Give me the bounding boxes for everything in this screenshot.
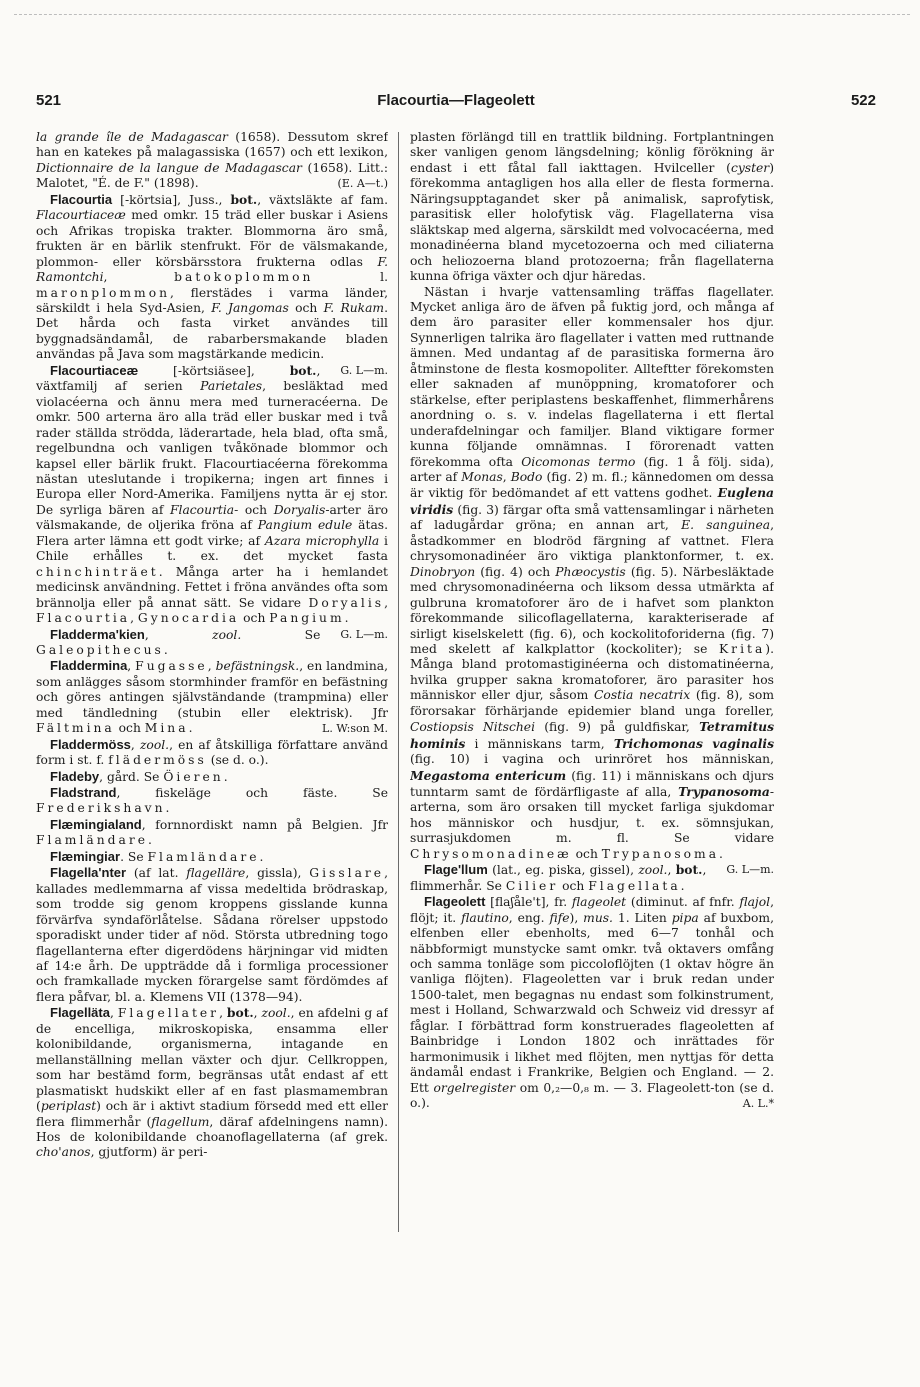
text-run: om 0,₂—0,₈ m. — 3. Flageolett-ton (se d. o.). xyxy=(410,1080,774,1111)
text-run: 1. Liten xyxy=(612,910,672,925)
text-run: , eng. xyxy=(508,910,550,925)
entry-headword: Flagella'nter xyxy=(50,865,127,881)
entry-headword: Flæmingiar xyxy=(50,848,121,864)
text-run: Monas xyxy=(461,469,503,484)
text-run: (fig. 9) på guldfiskar, xyxy=(535,720,700,735)
text-run: , däraf afdelningens namn). Hos de kolonibildande choanoflagellaterna (af grek. xyxy=(36,1114,388,1144)
cross-reference: batokoplommon xyxy=(174,270,314,285)
text-run: ätas. Flera arter lämna ett godt virke; af xyxy=(36,518,388,548)
text-run: och xyxy=(114,721,145,736)
cross-reference: Krita xyxy=(719,641,766,656)
cross-reference: Öieren xyxy=(163,769,224,784)
text-run: . Det hårda och fasta virket användes till byggnadsändamål, de rabarbersmakande bladen användas på Java som magstärkande medicin. xyxy=(36,300,388,362)
text-run: l. xyxy=(313,270,388,285)
text-run: ), xyxy=(569,910,584,925)
dictionary-entry xyxy=(36,1005,388,1161)
cross-reference: Flamländare xyxy=(147,849,260,864)
text-run: och xyxy=(558,878,589,893)
text-run: Tetramitus hominis xyxy=(410,719,774,751)
text-run: , gård. Se xyxy=(99,769,164,784)
text-run: bot. xyxy=(230,191,258,207)
text-run: . xyxy=(680,878,685,893)
text-run: Flacourtiaceæ xyxy=(36,208,126,223)
text-run: F. Jangomas xyxy=(211,300,289,315)
text-run: Trichomonas vaginalis xyxy=(613,735,774,751)
text-run: Dinobryon xyxy=(410,564,476,579)
dictionary-entry xyxy=(36,737,388,769)
entry-headword: Flæmingialand xyxy=(50,816,142,832)
text-run: flageolet xyxy=(571,895,627,910)
text-run: Pangium edule xyxy=(257,518,353,533)
text-run: orgelregister xyxy=(433,1080,516,1095)
text-run: , xyxy=(109,1006,118,1021)
text-run: bot. xyxy=(289,362,317,378)
text-run: ). Många bland protomastiginéerna och distomatinéerna, hvilka grupper sakna kromatoforer, äro parasiter hos människor eller djur, såsom xyxy=(410,641,774,703)
text-run: Trypanosoma xyxy=(678,784,770,800)
text-run: , xyxy=(207,659,216,674)
text-run: , xyxy=(502,469,511,484)
cross-reference: Frederikshavn xyxy=(36,801,166,816)
text-run: . xyxy=(259,849,264,864)
cross-reference: Gynocardia xyxy=(137,611,240,626)
cross-reference: Pangium xyxy=(269,611,345,626)
text-run: ) förekomma antagligen hos alla eller de flesta formerna. Näringsupptagandet sker på animalisk, saprofytisk, parasitisk eller holofytisk väg. Flagellaterna visa släktskap med algerna, särskildt med volvocacéerna, med monadinéerna bland mycetozoerna och med ciliaterna och heliozoerna bland protozoerna; från flagellaterna kunna öfriga växter och djur häredas. xyxy=(410,160,774,284)
entry-headword: Flacourtiaceæ xyxy=(50,362,139,378)
text-run: (fig. 5). Närbesläktade med chrysomonadinéerna och liksom dessa utmärkta af gulbruna kromatoforer äro de i hafvet som plankton förekommande silicoflagellaterna, karakteriserade af sirligt kiselskelett (fig. 6), och kockolitoforiderna (fig. 7) med skelett af kalkplattor (kockoliter); se xyxy=(410,564,774,656)
top-dashed-line xyxy=(14,14,910,15)
entry-headword: Flageolett xyxy=(424,894,486,910)
text-run: , flöjt; it. xyxy=(410,895,774,925)
paragraph xyxy=(410,130,774,285)
text-run: zool. xyxy=(638,863,668,878)
text-run: . xyxy=(719,846,723,861)
cross-reference: Gisslare xyxy=(309,866,385,881)
dictionary-entry xyxy=(410,894,774,1111)
dictionary-entry xyxy=(36,865,388,1005)
text-run: , xyxy=(667,863,676,878)
text-run: . xyxy=(148,833,152,848)
text-run: (fig. 4) och xyxy=(475,564,556,579)
text-run: i människans tarm, xyxy=(465,736,614,751)
entry-headword: Flagelläta xyxy=(50,1005,110,1021)
text-run: , växtfamilj af serien xyxy=(36,363,321,394)
dictionary-entry xyxy=(36,769,388,785)
text-run: , gissla), xyxy=(245,866,310,881)
text-run: , en af åtskilliga författare använd form i st. f. xyxy=(36,737,388,768)
text-run: F. Rukam xyxy=(323,300,385,315)
text-run: , växtsläkte af fam. xyxy=(257,192,388,207)
text-run: -arterna, som äro orsaken till mycket farliga sjukdomar hos människor och husdjur, t. ex. sömnsjukan, surrasjukdomen m. fl. Se vidare xyxy=(410,785,774,846)
text-run: Dictionnaire de la langue de Madagascar xyxy=(36,160,302,175)
text-run: ) och är i aktivt stadium försedd med ett eller flera flimmerhår ( xyxy=(36,1099,388,1129)
paragraph xyxy=(36,130,388,192)
entry-headword: Fladdermöss xyxy=(50,736,131,752)
text-run: . xyxy=(163,642,168,657)
text-run: Megastoma entericum xyxy=(410,767,567,783)
text-run: fife xyxy=(549,910,570,925)
cross-reference: Trypanosoma xyxy=(601,846,720,861)
author-signature: G. L—m. xyxy=(726,863,774,877)
text-run: . Se xyxy=(120,849,148,864)
text-run: af buxbom, elfenben eller ebenholts, med 6—7 tonhål och näbbformigt munstycke samt omkr. två oktavers omfång och samma tonläge som piccoloflöjten (1 oktav högre än vanliga flöjten). Flageoletten var i bruk redan under 1500-talet, men begagnas nu endast som folkinstrument, mest i Holland, Schwarzwald och Schweiz vid dressyr af fåglar. I förbättrad form konstruerades flageoletten af Bainbridge i London 1802 och inrättades för harmonimusik i likhet med flöjten, men nyttjas för detta ändamål endast i Frankrike, Belgien och England. — 2. Ett xyxy=(410,910,774,1095)
text-run: pipa xyxy=(671,910,699,925)
text-run: , gjutform) är peri- xyxy=(90,1145,208,1160)
text-run: , besläktad med violacéerna och ännu mera med turneracéerna. De omkr. 500 arterna äro alla träd eller buskar med i två rader ställda strödda, läderartade, hela blad, ofta små, regelbundna och vanligen tvåkönade blommor och kapsel eller bärlik frukt. Flacourtiacéerna förekomma nästan uteslutande i tropikerna; ingen art finnes i Europa eller Nord-Amerika. Familjens nytta är ej stor. De syrliga bären af xyxy=(36,379,388,517)
text-run: bot. xyxy=(675,862,703,878)
text-run: bot. xyxy=(226,1005,254,1021)
author-signature: A. L.* xyxy=(742,1097,774,1111)
cross-reference: Cilier xyxy=(505,878,559,893)
text-run: Oicomonas termo xyxy=(521,454,636,469)
text-run: [-körtsia], Juss., xyxy=(112,192,231,207)
entry-headword: Fladdermina xyxy=(50,658,128,674)
cross-reference: Flagellata xyxy=(588,878,681,893)
text-run: Flacourtia- xyxy=(170,502,239,517)
cross-reference: Fältmina xyxy=(36,721,115,736)
text-run: mus. xyxy=(583,910,613,925)
text-run: F. Ramontchi xyxy=(36,254,388,285)
cross-reference: Flacourtia xyxy=(36,611,131,626)
text-run: (fig. 10) i vagina och urinröret hos människan, xyxy=(410,752,774,767)
text-run: Costiopsis Nitschei xyxy=(410,720,536,735)
cross-reference: chinchinträet xyxy=(36,564,159,579)
text-run: (lat., eg. piska, gissel), xyxy=(487,863,639,878)
text-run: , kallades medlemmarna af vissa medeltida brödraskap, som trodde sig genom kroppens gisslande kunna förvärfva syndaförlåtelse. Sådana rörelser uppstodo sporadiskt under tider af nöd. Största utbredning togo flagellanterna efter digerdödens härjningar vid midten af 14:e årh. De uppträdde då i formliga processioner och framkallade mycken förargelse samt fördömdes af flera påfvar, bl. a. Klemens VII (1378—94). xyxy=(36,866,388,1004)
text-run: zool. xyxy=(139,737,170,752)
entry-headword: Fladstrand xyxy=(50,785,117,801)
text-run: , åstadkommer en blodröd färgning af vattnet. Flera chrysomonadinéer äro viktiga planktonformer, t. ex. xyxy=(410,518,774,564)
dictionary-entry xyxy=(36,849,388,865)
text-run: . xyxy=(165,801,170,816)
text-run: flagelläre xyxy=(186,866,246,881)
text-run: . xyxy=(344,611,349,626)
text-run: , xyxy=(103,270,175,285)
text-run: (af lat. xyxy=(126,866,187,881)
text-run: Azara microphylla xyxy=(264,533,380,548)
text-run: . xyxy=(223,769,228,784)
text-run: , xyxy=(384,595,388,610)
text-run: (diminut. af fnfr. xyxy=(626,895,740,910)
text-run: flagellum xyxy=(151,1114,210,1129)
text-run: , flerstädes i varma länder, särskildt i hela Syd-Asien, xyxy=(36,285,388,315)
text-run: flautino xyxy=(461,910,509,925)
author-signature: L. W:son M. xyxy=(322,722,388,736)
text-run: flajol xyxy=(739,895,771,910)
cross-reference: Galeopithecus xyxy=(36,642,164,657)
page-header xyxy=(36,92,876,112)
dictionary-entry xyxy=(36,817,388,849)
text-run: och xyxy=(288,300,324,315)
text-run: . Många arter ha i hemlandet medicinsk användning. Fettet i fröna användes ofta som brännolja eller på annat sätt. Se vidare xyxy=(36,564,388,610)
text-run: cyster xyxy=(730,160,770,175)
text-run: (1658). Dessutom skref han en katekes på malagassiska (1657) och ett lexikon, xyxy=(36,130,388,160)
entry-headword: Flacourtia xyxy=(50,191,113,207)
text-run: (fig. 2) m. fl.; kännedomen om dessa är viktig för bedömandet af ett vattens godhet. xyxy=(410,469,774,501)
text-run: periplast xyxy=(40,1099,97,1114)
text-run: plasten förlängd till en trattlik bildning. Fortplantningen sker vanligen genom längsdelning; könlig förökning är endast i ett fåtal fall iakttagen. Hvilceller ( xyxy=(410,130,774,175)
text-run: med omkr. 15 träd eller buskar i Asiens och Afrikas tropiska trakter. Blommorna äro små, frukten är en bärlik stenfrukt. För de välsmakande, plommon- eller körsbärsstora frukterna odlas xyxy=(36,208,388,269)
cross-reference: Doryalis xyxy=(308,595,385,610)
text-run: Bodo xyxy=(510,469,543,484)
text-run: Nästan i hvarje vattensamling träffas flagellater. Mycket anliga äro de äfven på fuktig jord, och många af dem äro parasiter eller kommensaler hos djur. Synnerligen talrika äro flagellater i vatten med ruttnande ämnen. Med undantag af de parasitiska formerna äro åtminstone de flesta kosmopoliter. Allteftter förekomsten eller saknaden af munöppning, kromatoforer och stärkelse, efter periplastens beskaffenhet, flimmerhårens anordning o. s. v. indelas flagellaterna i ett flertal underafdelningar och familjer. Bland viktigare former kunna följande omnämnas. I förorenadt vatten förekomma ofta xyxy=(410,284,774,469)
text-run: Doryalis xyxy=(273,502,326,517)
entry-headword: Fladderma'kien xyxy=(50,626,145,642)
running-title: Flacourtia—Flageolett xyxy=(377,92,535,109)
text-run: (fig. 1 å följ. sida), arter af xyxy=(410,454,774,484)
text-run: Costia necatrix xyxy=(594,688,691,703)
text-run: , en afdelni g af de encelliga, mikroskopiska, ensamma eller kolonibildande, organismerna, intagande en mellanställning mellan växter och djur. Cellkroppen, som har bestämd form, begränsas utåt endast af ett plasmatiskt hudskikt eller af en fast plasmamembran ( xyxy=(36,1006,388,1114)
text-run: la grande île de Madagascar xyxy=(36,130,228,144)
cross-reference: flädermöss xyxy=(108,753,207,768)
author-signature: G. L—m. xyxy=(340,363,388,377)
text-run: Euglena viridis xyxy=(410,485,774,517)
page-number-left: 521 xyxy=(36,92,62,109)
author-signature: G. L—m. xyxy=(340,627,388,641)
text-run: och xyxy=(571,846,602,861)
text-run: befästningsk. xyxy=(215,659,300,674)
text-run: -arter äro välsmakande, de oljerika fröna af xyxy=(36,502,388,533)
cross-reference: maronplommon xyxy=(36,285,171,300)
text-run: och xyxy=(239,611,270,626)
text-run: , xyxy=(130,611,138,626)
text-run: [flaʃåle't], fr. xyxy=(485,895,572,910)
cross-reference: Mina xyxy=(144,721,189,736)
text-run: , fornnordiskt namn på Belgien. Jfr xyxy=(141,817,388,832)
text-run: , xyxy=(144,627,213,642)
text-run: (fig. 3) färgar ofta små vattensamlingar i närheten af ladugårdar gröna; en annan art, xyxy=(410,502,774,533)
text-run: (fig. 8), som förorsakar förhärjande epidemier bland unga foreller, xyxy=(410,688,774,718)
text-run: , xyxy=(219,1006,227,1021)
text-run: , flimmerhår. Se xyxy=(410,863,707,893)
dictionary-entry xyxy=(36,785,388,817)
text-run: [-körtsiäsee], xyxy=(138,363,290,378)
cross-reference: Flagellater xyxy=(117,1006,220,1021)
text-run: (fig. 11) i människans och djurs tunntarm samt de fördärfligaste af alla, xyxy=(410,768,774,800)
text-run: , en landmina, som anlägges såsom stormhinder framför en befästning och göres antingen självständande (trampmina) eller med tändledning (stubin eller elektrisk). Jfr xyxy=(36,659,388,720)
text-run: och xyxy=(238,502,274,517)
author-signature: (E. A—t.) xyxy=(337,177,388,191)
text-run: , fiskeläge och fäste. Se xyxy=(116,786,388,801)
entry-headword: Flage'llum xyxy=(424,862,488,878)
text-run: Se xyxy=(241,627,321,642)
page-number-right: 522 xyxy=(850,92,876,109)
entry-headword: Fladeby xyxy=(50,768,100,784)
right-column xyxy=(410,130,774,1230)
text-run: zool. xyxy=(212,627,242,642)
text-run: cho'anos xyxy=(36,1145,91,1160)
text-run: zool. xyxy=(261,1006,291,1021)
text-run: , xyxy=(253,1006,262,1021)
text-run: . xyxy=(188,721,193,736)
cross-reference: Flamländare xyxy=(36,833,148,848)
dictionary-entry xyxy=(36,658,388,736)
text-run: E. sanguinea xyxy=(681,518,771,533)
text-run: , xyxy=(127,659,136,674)
text-run: (se d. o.). xyxy=(206,753,269,768)
column-divider xyxy=(398,132,399,1232)
text-run: Phæocystis xyxy=(555,564,626,579)
text-run: (1658). Litt.: Malotet, "É. de F." (1898). xyxy=(36,160,388,191)
cross-reference: Chrysomonadineæ xyxy=(410,846,572,861)
text-run: i Chile erhålles t. ex. det mycket fasta xyxy=(36,533,388,564)
cross-reference: Fugasse xyxy=(135,659,208,674)
text-run: , xyxy=(130,737,140,752)
left-column xyxy=(36,130,388,1230)
text-run: Parietales xyxy=(200,379,263,394)
